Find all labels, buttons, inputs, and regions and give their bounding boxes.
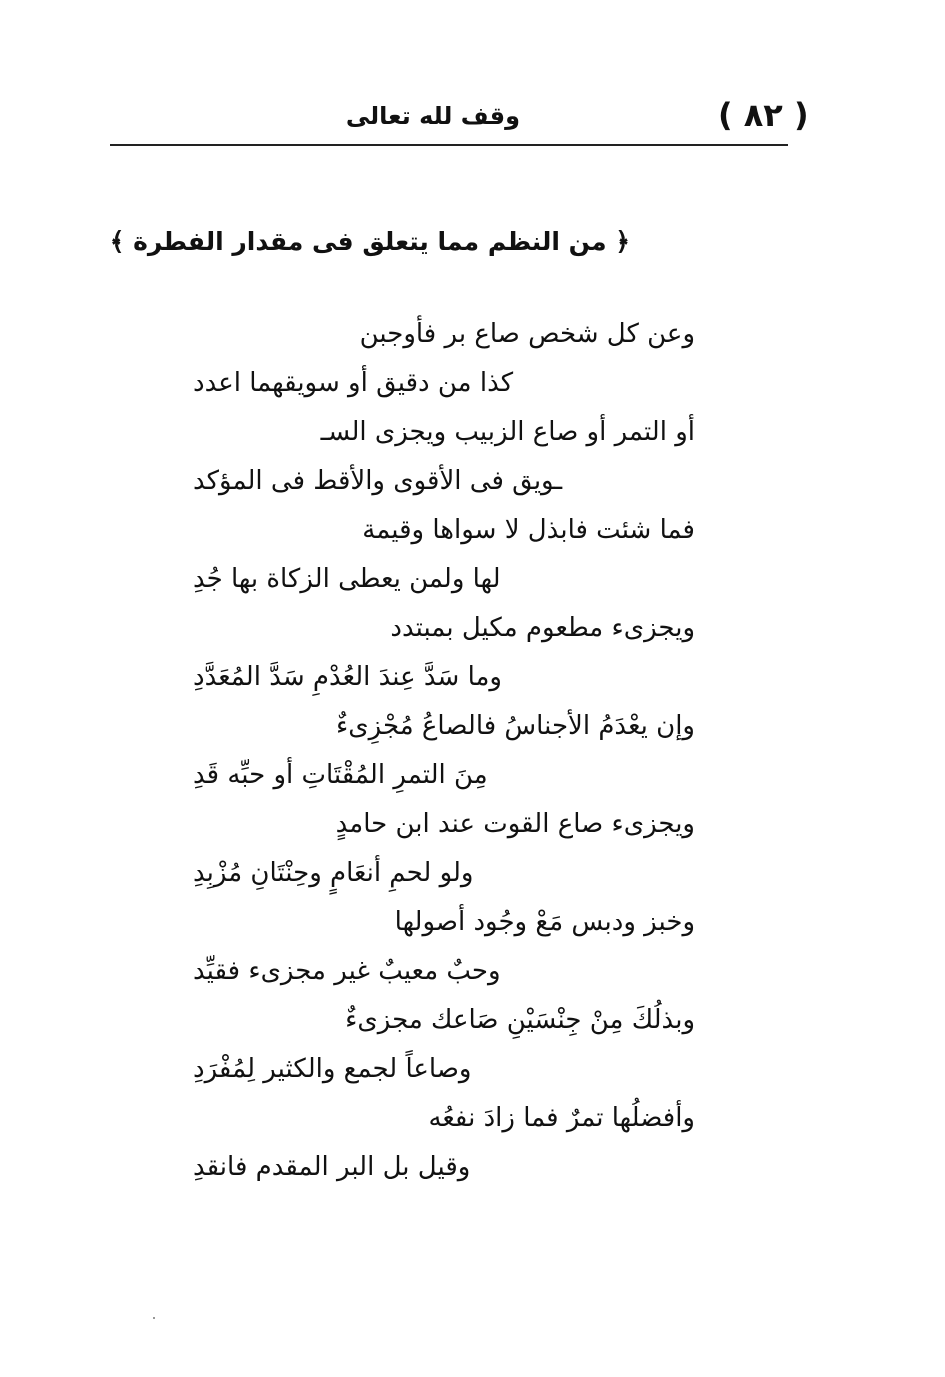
poem-line: ولو لحمِ أنعَامٍ وحِنْتَانِ مُزْبِدِ [193,858,474,888]
poem-line: وحبٌ معيبٌ غير مجزىء فقيِّد [193,956,501,986]
poem-line: وخبز ودبس مَعْ وجُود أصولها [394,907,695,937]
poem-line: وقيل بل البر المقدم فانقدِ [193,1152,471,1182]
poem-line: ـويق فى الأقوى والأقط فى المؤكد [193,466,563,496]
running-title: وقف لله تعالى [345,102,520,130]
page-number: ( ٨٢ ) [718,96,809,134]
poem-line: وما سَدَّ عِندَ العُدْمِ سَدَّ المُعَدَّدِ [193,662,502,692]
poem-line: فما شئت فابذل لا سواها وقيمة [362,515,695,545]
section-title: ﴿ من النظم مما يتعلق فى مقدار الفطرة ﴾ [109,227,630,256]
poem-line: وأفضلُها تمرٌ فما زادَ نفعُه [428,1103,695,1133]
header-rule [110,144,788,146]
poem-line: وعن كل شخص صاع بر فأوجبن [359,319,695,349]
poem-line: كذا من دقيق أو سويقهما اعدد [193,368,514,398]
poem-line: ويجزىء مطعوم مكيل بمبتدد [390,613,695,643]
page-header [110,95,809,150]
poem-line: لها ولمن يعطى الزكاة بها جُدِ [193,564,501,594]
poem [185,310,705,1192]
poem-line: وإن يعْدَمُ الأجناسُ فالصاعُ مُجْزِىءٌ [336,711,695,741]
poem-line: وبذلُكَ مِنْ جِنْسَيْنِ صَاعك مجزىءٌ [345,1005,695,1035]
poem-line: ويجزىء صاع القوت عند ابن حامدٍ [335,809,695,839]
scan-speck [153,1317,155,1319]
poem-line: أو التمر أو صاع الزبيب ويجزى السـ [320,417,695,447]
poem-line: مِنَ التمرِ المُقْتَاتِ أو حبِّه قَدِ [193,760,488,790]
poem-line: وصاعاً لجمع والكثير لِمُفْرَدِ [193,1054,472,1084]
